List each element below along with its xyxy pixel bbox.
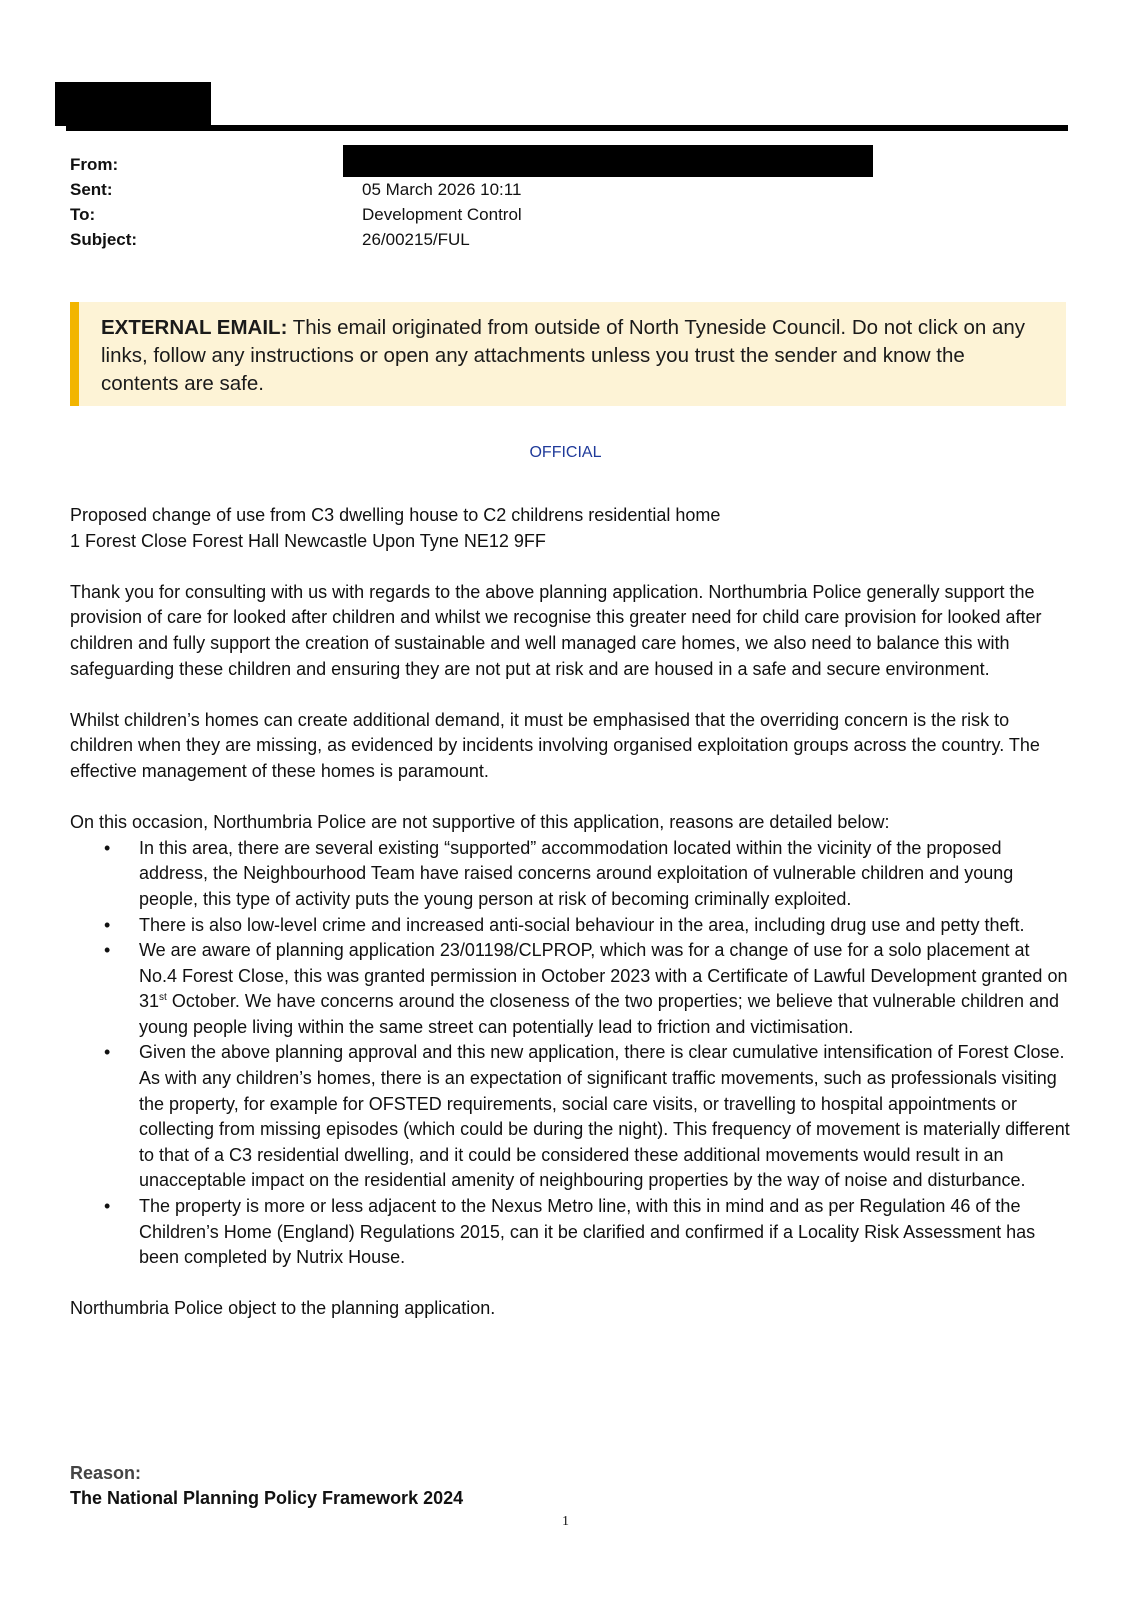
bullet-icon: •: [104, 940, 111, 961]
reason-text: The property is more or less adjacent to the Nexus Metro line, with this in mind and as per Regulation 46 of the Children’s Home (England) Regulations 2015, can it be clarified and confirmed if a Locality Risk Assessment has been completed by Nutrix House.: [139, 1196, 1036, 1268]
reason-text-post: October. We have concerns around the closeness of the two properties; we believe that vulnerable children and young people living within the same street can potentially lead to friction and victimisation.: [139, 991, 1060, 1037]
bullet-icon: •: [104, 837, 111, 858]
paragraph-not-supportive: On this occasion, Northumbria Police are not supportive of this application, reasons are detailed below:: [70, 812, 890, 833]
ordinal-suffix: st: [159, 992, 167, 1004]
conclusion: Northumbria Police object to the planning application.: [70, 1298, 496, 1319]
reason-text: There is also low-level crime and increased anti-social behaviour in the area, including drug use and petty theft.: [139, 914, 1025, 935]
page-number: 1: [562, 1514, 569, 1529]
list-item: [70, 1040, 1070, 1194]
from-label: From:: [70, 155, 119, 174]
sent-label: Sent:: [70, 180, 113, 199]
sent-row: [70, 177, 522, 202]
paragraph-demand: Whilst children’s homes can create additional demand, it must be emphasised that the overriding concern is the risk to children when they are missing, as evidenced by incidents involving organised exploitation groups across the country. The effective management of these homes is paramount.: [70, 709, 1040, 781]
classification-label: OFFICIAL: [529, 444, 602, 461]
bullet-icon: •: [104, 1042, 111, 1063]
to-value: Development Control: [362, 205, 522, 224]
warning-text: This email originated from outside of North Tyneside Council. Do not click on any links, follow any instructions or open any attachments unless you trust the sender and know the contents are safe.: [101, 316, 1026, 395]
reason-text-pre: We are aware of planning application 23/01198/CLPROP, which was for a change of use for a solo placement at No.4 Forest Close, this was granted permission in October 2023 with a Certificate of Lawful Development granted on 31: [139, 940, 1068, 1012]
redaction-block-header: [55, 82, 211, 126]
subject-value: 26/00215/FUL: [362, 230, 470, 249]
external-email-warning: [70, 302, 1066, 406]
reason-value: The National Planning Policy Framework 2024: [70, 1488, 464, 1508]
proposal-line-1: Proposed change of use from C3 dwelling house to C2 childrens residential home: [70, 505, 721, 525]
proposal-line-2: 1 Forest Close Forest Hall Newcastle Upon Tyne NE12 9FF: [70, 530, 546, 551]
paragraph-consultation: Thank you for consulting with us with regards to the above planning application. Northumbria Police generally support the provision of care for looked after children and whilst we recognise this greater need for child care provision for looked after children and fully support the creation of sustainable and well managed care homes, we also need to balance this with safeguarding these children and ensuring they are not put at risk and are housed in a safe and secure environment.: [70, 581, 1042, 679]
list-item: [70, 913, 1070, 939]
list-item: [70, 1194, 1070, 1271]
subject-label: Subject:: [70, 230, 138, 249]
list-item: [70, 938, 1070, 1040]
reason-text: Given the above planning approval and this new application, there is clear cumulative intensification of Forest Close. As with any children’s homes, there is an expectation of significant traffic movements, such as professionals visiting the property, for example for OFSTED requirements, social care visits, or travelling to hospital appointments or collecting from missing episodes (which could be during the night). This frequency of movement is materially different to that of a C3 residential dwelling, and it could be considered these additional movements would result in an unacceptable impact on the residential amenity of neighbouring properties by the way of noise and disturbance.: [139, 1042, 1070, 1191]
letter-body: [70, 503, 1070, 1322]
subject-row: [70, 227, 522, 252]
header-divider: [66, 125, 1068, 131]
to-label: To:: [70, 205, 96, 224]
sent-value: 05 March 2026 10:11: [362, 180, 522, 199]
reason-label: Reason:: [70, 1463, 142, 1483]
bullet-icon: •: [104, 914, 111, 935]
warning-lead: EXTERNAL EMAIL:: [101, 316, 288, 339]
to-row: [70, 202, 522, 227]
list-item: [70, 836, 1070, 913]
from-row: [70, 152, 522, 177]
email-header: [70, 152, 522, 252]
reason-text: In this area, there are several existing “supported” accommodation located within the vicinity of the proposed address, the Neighbourhood Team have raised concerns around exploitation of vulnerable children and young people, this type of activity puts the young person at risk of becoming criminally exploited.: [139, 837, 1014, 909]
bullet-icon: •: [104, 1196, 111, 1217]
reasons-list: [70, 836, 1070, 1271]
